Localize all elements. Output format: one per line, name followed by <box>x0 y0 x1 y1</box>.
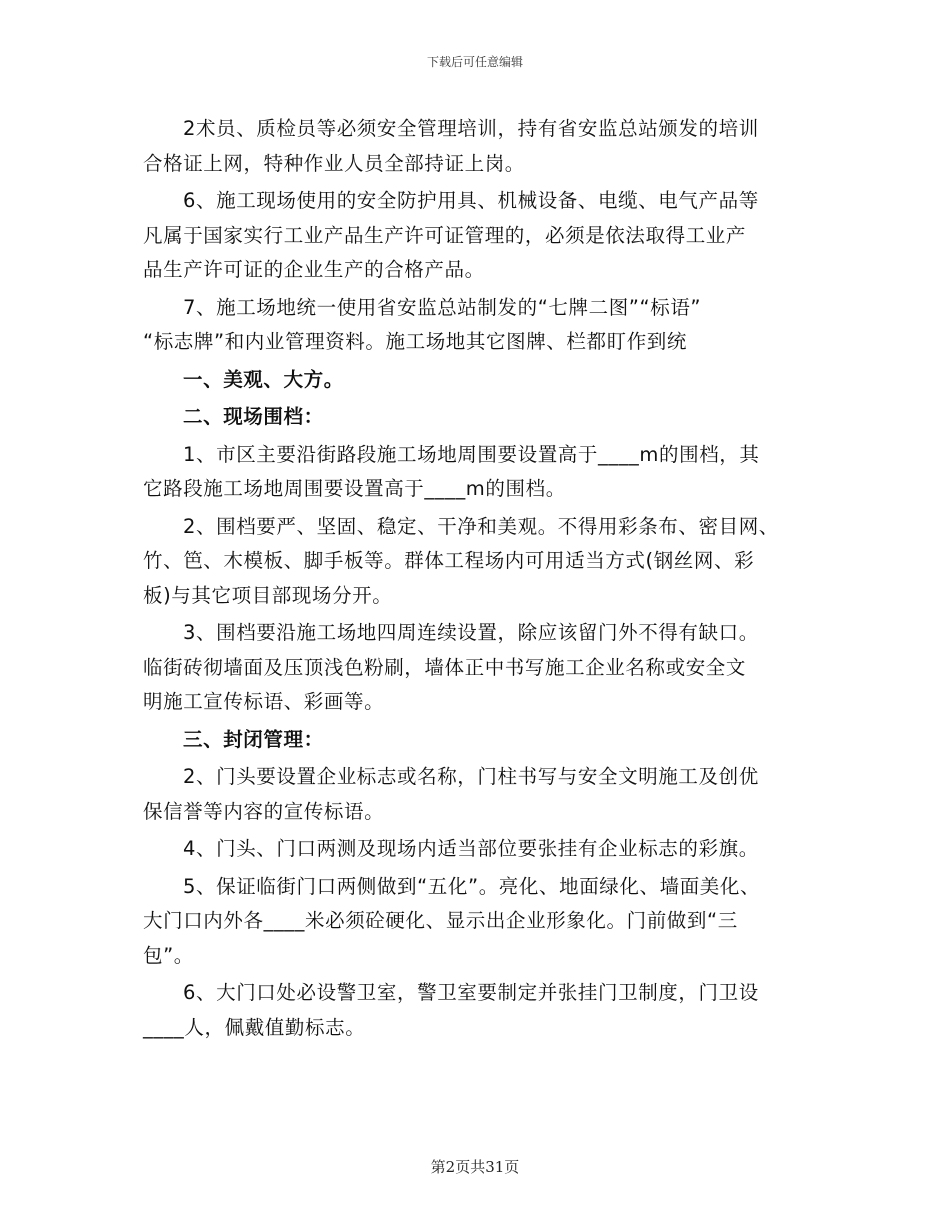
paragraph-line: 板)与其它项目部现场分开。 <box>143 583 393 607</box>
paragraph-line: 5、保证临街门口两侧做到“五化”。亮化、地面绿化、墙面美化、 <box>183 874 761 898</box>
paragraph-line: 1、市区主要沿街路段施工场地周围要设置高于____m的围档，其 <box>183 442 760 466</box>
paragraph-line: 临街砖彻墙面及压顶浅色粉刷，墙体正中书写施工企业名称或安全文 <box>143 655 747 679</box>
paragraph <box>143 112 823 181</box>
paragraph-line: 包”。 <box>143 943 194 967</box>
paragraph-line: 品生产许可证的企业生产的合格产品。 <box>143 258 485 281</box>
paragraph-line: 2、围档要严、坚固、稳定、干净和美观。不得用彩条布、密目网、 <box>183 514 779 538</box>
paragraph <box>143 832 823 867</box>
paragraph-line: 6、大门口处必设警卫室，警卫室要制定并张挂门卫制度，门卫设 <box>183 981 759 1004</box>
paragraph-line: 3、围档要沿施工场地四周连续设置，除应该留门外不得有缺口。 <box>183 621 759 644</box>
paragraph-line: 2术员、质检员等必须安全管理培训，持有省安监总站颁发的培训 <box>183 117 759 140</box>
paragraph-line: 保信誉等内容的宣传标语。 <box>143 799 385 823</box>
paragraph-line: “标志牌”和内业管理资料。施工场地其它图牌、栏都盯作到统 <box>143 330 688 353</box>
paragraph <box>143 184 823 288</box>
paragraph <box>143 760 823 829</box>
paragraph <box>143 510 823 614</box>
section-heading: 一、美观、大方。 <box>183 367 344 391</box>
paragraph <box>143 616 823 720</box>
page-header: 下载后可任意编辑 <box>426 55 523 69</box>
page-footer: 第2页共31页 <box>430 1158 520 1176</box>
paragraph-line: 2、门头要设置企业标志或名称，门柱书写与安全文明施工及创优 <box>183 765 759 788</box>
paragraph-line: 6、施工现场使用的安全防护用具、机械设备、电缆、电气产品等 <box>183 189 759 212</box>
paragraph-line: 它路段施工场地周围要设置高于____m的围档。 <box>143 477 566 500</box>
paragraph-line: 明施工宣传标语、彩画等。 <box>143 690 385 713</box>
paragraph-line: 大门口内外各____米必须砼硬化、显示出企业形象化。门前做到“三 <box>143 909 738 932</box>
paragraph-line: 4、门头、门口两测及现场内适当部位要张挂有企业标志的彩旗。 <box>183 837 759 860</box>
paragraph-line: 凡属于国家实行工业产品生产许可证管理的，必须是依法取得工业产 <box>143 223 747 247</box>
paragraph-line: 竹、笆、木模板、脚手板等。群体工程场内可用适当方式(钢丝网、彩 <box>143 549 755 572</box>
document-body <box>143 112 823 1048</box>
paragraph <box>143 438 823 507</box>
paragraph-line: 7、施工场地统一使用省安监总站制发的“七牌二图”“标语” <box>183 295 702 319</box>
paragraph <box>143 976 823 1045</box>
section-heading: 三、封闭管理： <box>183 727 324 751</box>
paragraph-line: 合格证上网，特种作业人员全部持证上岗。 <box>143 151 525 175</box>
paragraph <box>143 870 823 974</box>
paragraph <box>143 291 823 360</box>
section-heading: 二、现场围档： <box>183 405 324 428</box>
paragraph-line: ____人，佩戴值勤标志。 <box>143 1015 366 1039</box>
